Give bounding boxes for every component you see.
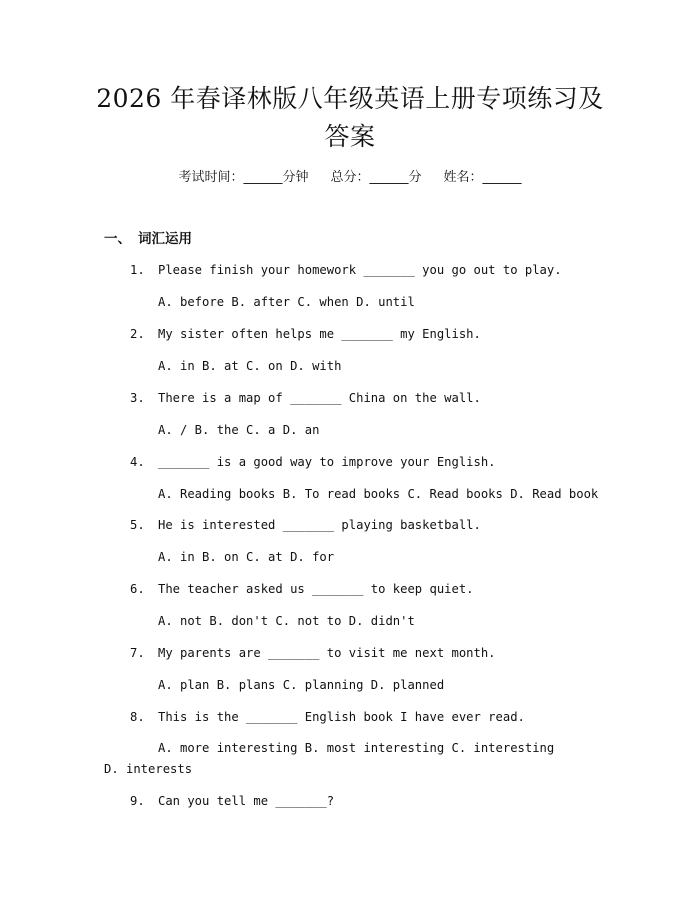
question-6 [130, 579, 474, 599]
title-line-2: 答案 [324, 122, 376, 151]
question-number: 4. [130, 455, 145, 469]
question-8 [130, 707, 525, 727]
question-5-options: A. in B. on C. at D. for [158, 550, 335, 564]
question-2 [130, 324, 481, 344]
title-line-1: 2026 年春译林版八年级英语上册专项练习及 [96, 84, 604, 113]
question-9 [130, 791, 335, 811]
question-text: He is interested _______ playing basketball. [158, 518, 481, 532]
exam-info [0, 168, 700, 188]
question-text: The teacher asked us _______ to keep quiet. [158, 582, 474, 596]
document-title [60, 80, 640, 156]
question-text: My parents are _______ to visit me next month. [158, 646, 496, 660]
question-5 [130, 515, 481, 535]
section-heading [104, 229, 192, 249]
question-7 [130, 643, 496, 663]
question-number: 2. [130, 327, 145, 341]
question-number: 1. [130, 263, 145, 277]
question-7-options: A. plan B. plans C. planning D. planned [158, 678, 445, 692]
question-text: My sister often helps me _______ my English. [158, 327, 481, 341]
question-4 [130, 452, 496, 472]
exam-time: 考试时间：______分钟 [178, 170, 309, 185]
question-6-options: A. not B. don't C. not to D. didn't [158, 614, 415, 628]
question-text: Please finish your homework _______ you go out to play. [158, 263, 562, 277]
question-8-options: A. more interesting B. most interesting C. interesting D. interests [104, 741, 555, 776]
question-2-options: A. in B. at C. on D. with [158, 359, 342, 373]
question-text: Can you tell me _______? [158, 794, 335, 808]
question-3 [130, 388, 481, 408]
question-text: _______ is a good way to improve your English. [158, 455, 496, 469]
question-number: 5. [130, 518, 145, 532]
question-1-options: A. before B. after C. when D. until [158, 295, 415, 309]
question-text: This is the _______ English book I have ever read. [158, 710, 525, 724]
section-number: 一、 [104, 231, 131, 247]
question-4-options: A. Reading books B. To read books C. Read books D. Read book [158, 487, 599, 501]
question-3-options: A. / B. the C. a D. an [158, 423, 320, 437]
question-number: 3. [130, 391, 145, 405]
question-number: 8. [130, 710, 145, 724]
question-number: 6. [130, 582, 145, 596]
exam-score: 总分：______分 [330, 170, 422, 185]
section-title: 词汇运用 [138, 231, 192, 247]
question-1 [130, 260, 562, 280]
question-text: There is a map of _______ China on the wall. [158, 391, 481, 405]
student-name: 姓名：______ [443, 170, 522, 185]
question-number: 9. [130, 794, 145, 808]
question-number: 7. [130, 646, 145, 660]
